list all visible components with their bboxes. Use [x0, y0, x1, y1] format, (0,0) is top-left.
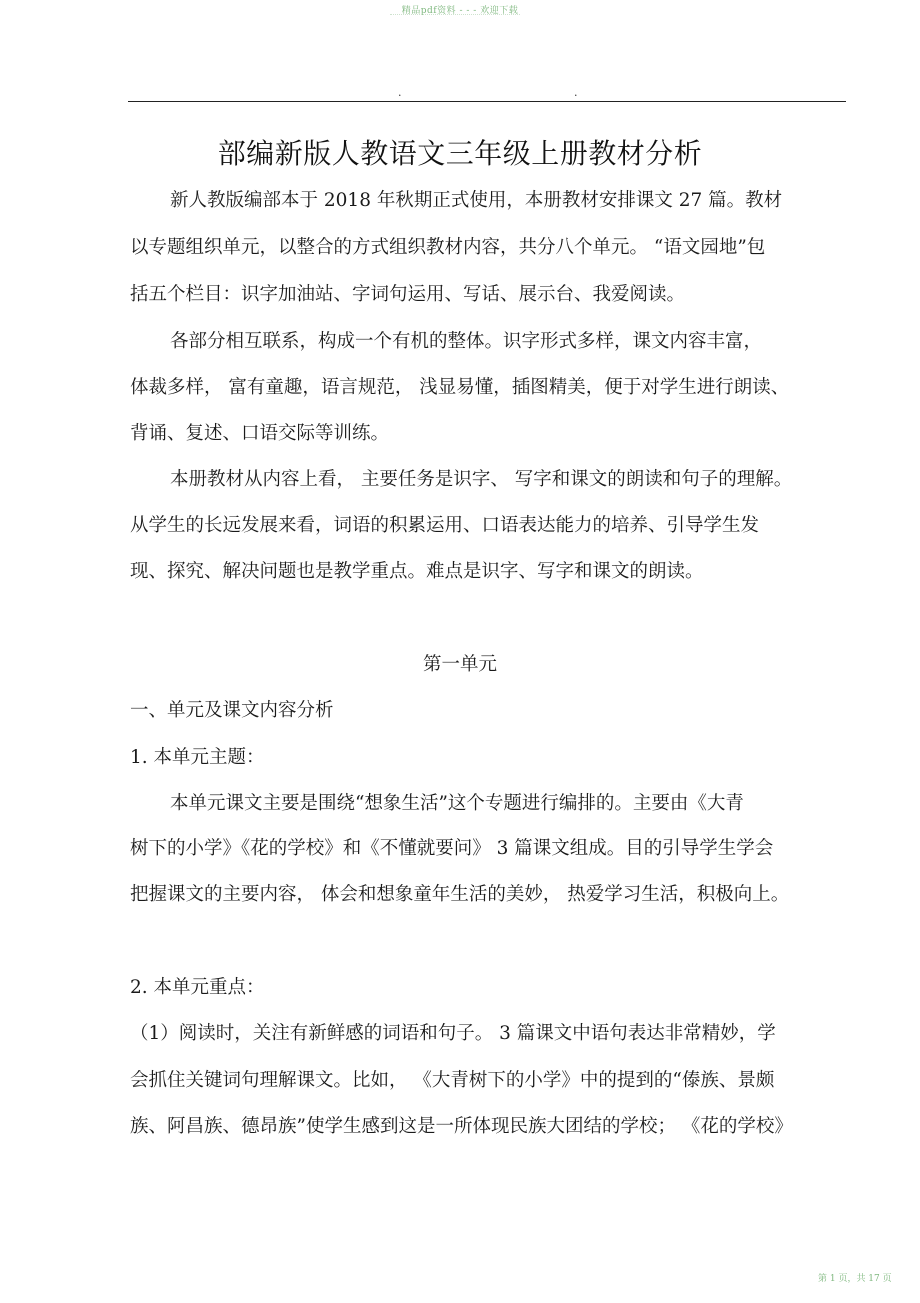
- focus-line-3: 族、阿昌族、德昂族”使学生感到这是一所体现民族大团结的学校； 《花的学校》: [130, 1116, 793, 1137]
- para3-line-2: 从学生的长远发展来看，词语的积累运用、口语表达能力的培养、引导学生发: [130, 515, 760, 536]
- para2-line-1: 各部分相互联系，构成一个有机的整体。识字形式多样，课文内容丰富，: [170, 331, 763, 352]
- theme-line-2: 树下的小学》《花的学校》和《不懂就要问》 3 篇课文组成。目的引导学生学会: [130, 838, 774, 859]
- intro-line-2: 以专题组织单元，以整合的方式组织教材内容，共分八个单元。 “语文园地”包: [130, 237, 766, 258]
- watermark-text: 精品pdf资料 - - - 欢迎下载: [401, 6, 519, 16]
- theme-line-3: 把握课文的主要内容， 体会和想象童年生活的美妙， 热爱学习生活，积极向上。: [130, 884, 790, 905]
- intro-line-1: 新人教版编部本于 2018 年秋期正式使用，本册教材安排课文 27 篇。教材: [170, 190, 783, 211]
- header-dot-right: .: [574, 86, 578, 99]
- para2-line-3: 背诵、复述、口语交际等训练。: [130, 423, 390, 444]
- para3-line-1: 本册教材从内容上看， 主要任务是识字、 写字和课文的朗读和句子的理解。: [170, 469, 793, 490]
- intro-line-3: 括五个栏目：识字加油站、字词句运用、写话、展示台、我爱阅读。: [130, 284, 686, 305]
- section-heading: 一、单元及课文内容分析: [130, 700, 334, 721]
- subsection-theme-heading: 1. 本单元主题：: [130, 747, 265, 768]
- subsection-focus-heading: 2. 本单元重点：: [130, 977, 265, 998]
- para2-line-2: 体裁多样， 富有童趣，语言规范， 浅显易懂，插图精美，便于对学生进行朗读、: [130, 377, 790, 398]
- watermark-dotted-line: [390, 14, 520, 17]
- header-rule: [128, 101, 846, 102]
- header-dot-left: .: [398, 86, 402, 99]
- para3-line-3: 现、探究、解决问题也是教学重点。难点是识字、写字和课文的朗读。: [130, 561, 704, 582]
- focus-line-2: 会抓住关键词句理解课文。比如， 《大青树下的小学》中的提到的“傣族、景颇: [130, 1070, 775, 1091]
- focus-line-1: （1）阅读时，关注有新鲜感的词语和句子。 3 篇课文中语句表达非常精妙，学: [130, 1023, 776, 1044]
- theme-line-1: 本单元课文主要是围绕“想象生活”这个专题进行编排的。主要由《大青: [170, 793, 744, 814]
- page-number: 第 1 页，共 17 页: [818, 1274, 892, 1284]
- document-title: 部编新版人教语文三年级上册教材分析: [217, 137, 703, 170]
- unit-heading: 第一单元: [422, 654, 497, 675]
